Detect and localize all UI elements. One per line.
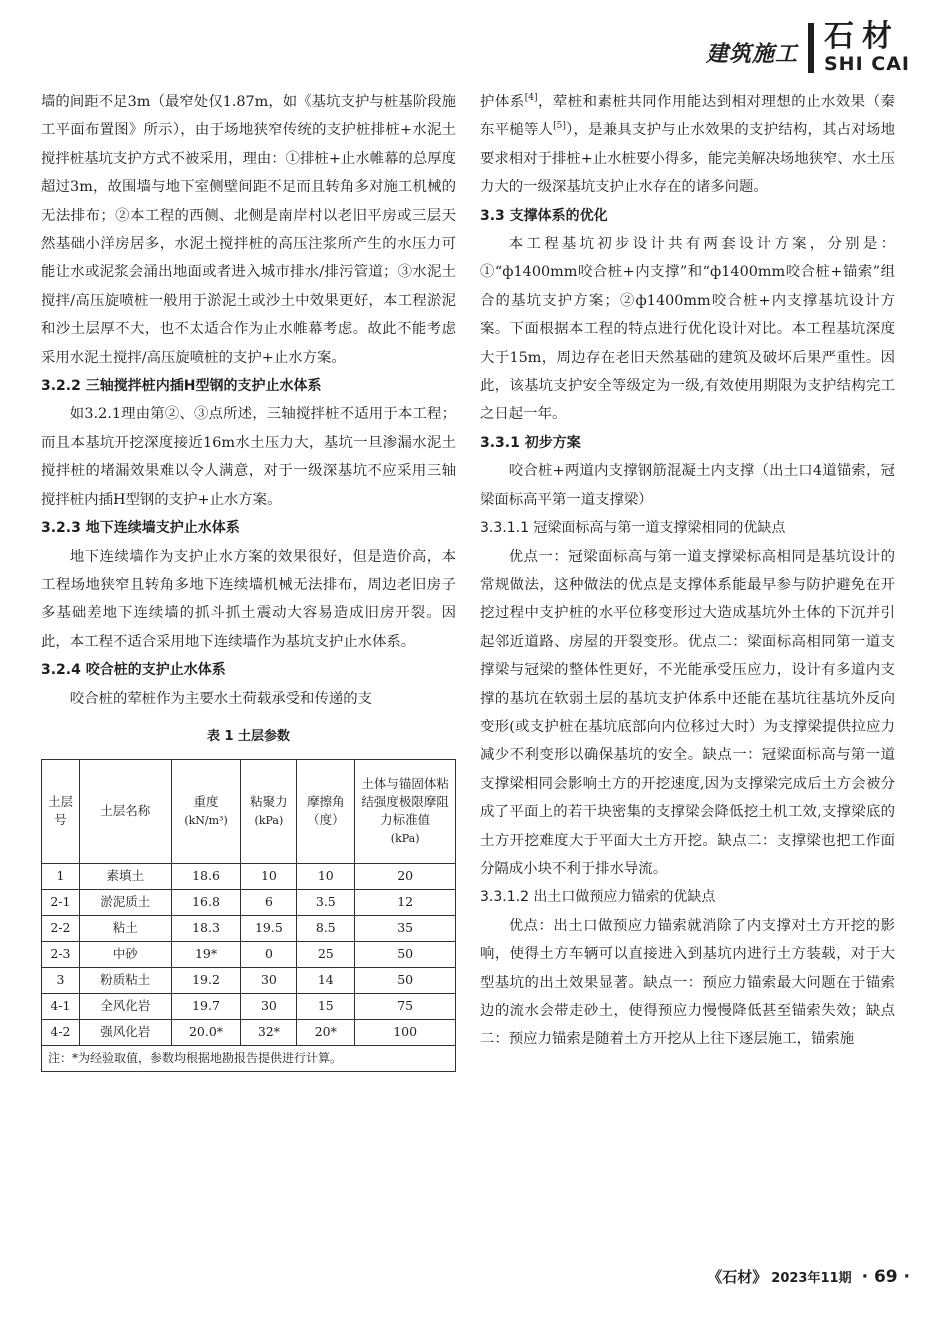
- cell-name: 中砂: [79, 941, 171, 967]
- cell-cohesion: 30: [241, 993, 297, 1019]
- header-name: 土层名称: [79, 759, 171, 863]
- cell-friction: 20*: [297, 1019, 355, 1045]
- cell-name: 粉质粘土: [79, 967, 171, 993]
- citation-4: [4]: [524, 93, 538, 104]
- cell-friction: 25: [297, 941, 355, 967]
- cell-cohesion: 30: [241, 967, 297, 993]
- cell-bond: 100: [355, 1019, 456, 1045]
- cell-weight: 18.6: [171, 863, 241, 889]
- header-bond-unit: (kPa): [390, 831, 420, 845]
- header-divider: [808, 23, 814, 73]
- cell-weight: 19.7: [171, 993, 241, 1019]
- table-row: [42, 863, 456, 889]
- cell-friction: 10: [297, 863, 355, 889]
- header-weight-label: 重度: [193, 793, 219, 809]
- header-cohesion: [241, 759, 297, 863]
- cell-layer-no: 4-2: [42, 1019, 80, 1045]
- cell-friction: 3.5: [297, 889, 355, 915]
- text-run: 护体系: [480, 94, 525, 110]
- table-row: [42, 915, 456, 941]
- cell-name: 全风化岩: [79, 993, 171, 1019]
- magazine-name-cn: 石材: [824, 19, 900, 54]
- cell-weight: 18.3: [171, 915, 241, 941]
- header-friction-label: 摩擦角: [307, 794, 345, 810]
- table-row: [42, 941, 456, 967]
- heading-3-2-4: 3.2.4 咬合桩的支护止水体系: [41, 662, 226, 679]
- cell-bond: 50: [355, 941, 456, 967]
- heading-3-2-3: 3.2.3 地下连续墙支护止水体系: [41, 520, 240, 537]
- cell-weight: 19*: [171, 941, 241, 967]
- cell-friction: 14: [297, 967, 355, 993]
- cell-bond: 20: [355, 863, 456, 889]
- running-footer: [707, 1266, 910, 1287]
- text-run: ，荤桩和素桩共同作用能达到相对理想的止水效果（秦东平槌等人: [480, 94, 895, 139]
- header-bond: [355, 759, 456, 863]
- cell-bond: 12: [355, 889, 456, 915]
- footer-issue: 2023年11期: [771, 1271, 852, 1286]
- header-cohesion-unit: (kPa): [254, 813, 284, 827]
- citation-5: [5]: [553, 121, 566, 132]
- cell-name: 淤泥质土: [79, 889, 171, 915]
- cell-weight: 20.0*: [171, 1019, 241, 1045]
- table-note: 注：*为经验取值，参数均根据地勘报告提供进行计算。: [42, 1045, 456, 1071]
- right-column: [480, 88, 895, 1054]
- cell-layer-no: 2-1: [42, 889, 80, 915]
- paragraph: [480, 88, 895, 202]
- paragraph: 咬合桩+两道内支撑钢筋混凝土内支撑（出土口4道锚索，冠梁面标高平第一道支撑梁）: [480, 463, 895, 508]
- header-friction: [297, 759, 355, 863]
- cell-bond: 75: [355, 993, 456, 1019]
- cell-name: 素填土: [79, 863, 171, 889]
- page-number: · 69 ·: [861, 1267, 910, 1287]
- table-row: [42, 967, 456, 993]
- cell-cohesion: 10: [241, 863, 297, 889]
- heading-3-3-1-1: 3.3.1.1 冠梁面标高与第一道支撑梁相同的优缺点: [480, 520, 786, 537]
- cell-weight: 16.8: [171, 889, 241, 915]
- cell-name: 强风化岩: [79, 1019, 171, 1045]
- heading-3-3-1: 3.3.1 初步方案: [480, 434, 581, 451]
- cell-layer-no: 4-1: [42, 993, 80, 1019]
- heading-3-2-2: 3.2.2 三轴搅拌桩内插H型钢的支护止水体系: [41, 378, 322, 395]
- table-note-row: [42, 1045, 456, 1071]
- paragraph: 优点：出土口做预应力锚索就消除了内支撑对土方开挖的影响，使得土方车辆可以直接进入到基坑内进行土方装载，对于大型基坑的出土效果显著。缺点一：预应力锚索最大问题在于锚索边的流水会带走砂土，使得预应力慢慢降低甚至锚索失效；缺点二：预应力锚索是随着土方开挖从上往下逐层施工，锚索施: [480, 917, 895, 1048]
- soil-parameters-table: [41, 759, 456, 1072]
- table-row: [42, 993, 456, 1019]
- section-name: 建筑施工: [705, 41, 798, 67]
- paragraph: 本工程基坑初步设计共有两套设计方案，分别是：①“ф1400mm咬合桩+内支撑”和“ф1400mm咬合桩+锚索”组合的基坑支护方案；②ф1400mm咬合桩+内支撑基坑设计方案。下面根据本工程的特点进行优化设计对比。本工程基坑深度大于15m，周边存在老旧天然基础的建筑及破坏后果严重性。因此，该基坑支护安全等级定为一级,有效使用期限为支护结构完工之日起一年。: [480, 236, 895, 423]
- cell-friction: 15: [297, 993, 355, 1019]
- cell-cohesion: 6: [241, 889, 297, 915]
- cell-layer-no: 2-2: [42, 915, 80, 941]
- cell-name: 粘土: [79, 915, 171, 941]
- table-row: [42, 1019, 456, 1045]
- heading-3-3-1-2: 3.3.1.2 出土口做预应力锚索的优缺点: [480, 889, 716, 906]
- table-header-row: [42, 759, 456, 863]
- magazine-name-en: SHI CAI: [824, 53, 910, 75]
- table-row: [42, 889, 456, 915]
- cell-cohesion: 19.5: [241, 915, 297, 941]
- header-weight-unit: (kN/m³): [184, 813, 228, 827]
- cell-layer-no: 1: [42, 863, 80, 889]
- header-friction-unit: （度）: [307, 812, 345, 828]
- header-cohesion-label: 粘聚力: [250, 793, 288, 809]
- paragraph: 地下连续墙作为支护止水方案的效果很好，但是造价高，本工程场地狭窄且转角多地下连续墙机械无法排布，周边老旧房子多基础差地下连续墙的抓斗抓土震动大容易造成旧房开裂。因此，本工程不适合采用地下连续墙作为基坑支护止水体系。: [41, 548, 456, 650]
- paragraph: 咬合桩的荤桩作为主要水土荷载承受和传递的支: [69, 690, 373, 707]
- cell-layer-no: 3: [42, 967, 80, 993]
- header-bond-label: 土体与锚固体粘结强度极限摩阻力标准值: [361, 775, 449, 827]
- cell-friction: 8.5: [297, 915, 355, 941]
- header-weight: [171, 759, 241, 863]
- cell-cohesion: 32*: [241, 1019, 297, 1045]
- table-title: 表 1 土层参数: [206, 728, 291, 744]
- cell-layer-no: 2-3: [42, 941, 80, 967]
- magazine-logo: [824, 19, 910, 75]
- heading-3-3: 3.3 支撑体系的优化: [480, 207, 608, 224]
- text-run: ），是兼具支护与止水效果的支护结构，其占对场地要求相对于排桩+止水桩要小得多，能完美解决场地狭窄、水土压力大的一级深基坑支护止水存在的诸多问题。: [480, 122, 895, 196]
- paragraph: 优点一：冠梁面标高与第一道支撑梁标高相同是基坑设计的常规做法，这种做法的优点是支撑体系能最早参与防护避免在开挖过程中支护桩的水平位移变形过大造成基坑外土体的下沉并引起邻近道路、房屋的开裂变形。优点二：梁面标高相同第一道支撑梁与冠梁的整体性更好，不光能承受压应力，设计有多道内支撑的基坑在软弱土层的基坑支护体系中还能在基坑往基坑外反向变形(或支护桩在基坑底部向内位移过大时）为支撑梁提供拉应力减少不利变形以确保基坑的安全。缺点一：冠梁面标高与第一道支撑梁相同会影响土方的开挖速度,因为支撑梁完成后土方会被分成了平面上的若干块密集的支撑梁会降低挖土机工效,支撑梁底的土方开挖难度大于平面大土方开挖。缺点二：支撑梁也把工作面分隔成小块不利于排水导流。: [480, 548, 895, 877]
- cell-weight: 19.2: [171, 967, 241, 993]
- paragraph: 如3.2.1理由第②、③点所述，三轴搅拌桩不适用于本工程；而且本基坑开挖深度接近16m水土压力大，基坑一旦渗漏水泥土搅拌桩的堵漏效果难以令人满意，对于一级深基坑不应采用三轴搅拌桩内插H型钢的支护+止水方案。: [41, 406, 456, 508]
- footer-magazine: 《石材》: [707, 1268, 768, 1286]
- cell-bond: 35: [355, 915, 456, 941]
- paragraph: 墙的间距不足3m（最窄处仅1.87m，如《基坑支护与桩基阶段施工平面布置图》所示），由于场地狭窄传统的支护桩排桩+水泥土搅拌桩基坑支护方式不被采用，理由：①排桩+止水帷幕的总厚度超过3m，故围墙与地下室侧壁间距不足而且转角多对施工机械的无法排布；②本工程的西侧、北侧是南岸村以老旧平房或三层天然基础小洋房居多，水泥土搅拌桩的高压注浆所产生的水压力可能让水或泥浆会涌出地面或者进入城市排水/排污管道；③水泥土搅拌/高压旋喷桩一般用于淤泥土或沙土中效果更好，本工程淤泥和沙土层厚不大，也不太适合作为止水帷幕考虑。故此不能考虑采用水泥土搅拌/高压旋喷桩的支护+止水方案。: [41, 94, 456, 366]
- header-layer-no: 土层号: [42, 759, 80, 863]
- running-header: [706, 18, 910, 78]
- cell-bond: 50: [355, 967, 456, 993]
- left-column: [41, 88, 456, 1072]
- cell-cohesion: 0: [241, 941, 297, 967]
